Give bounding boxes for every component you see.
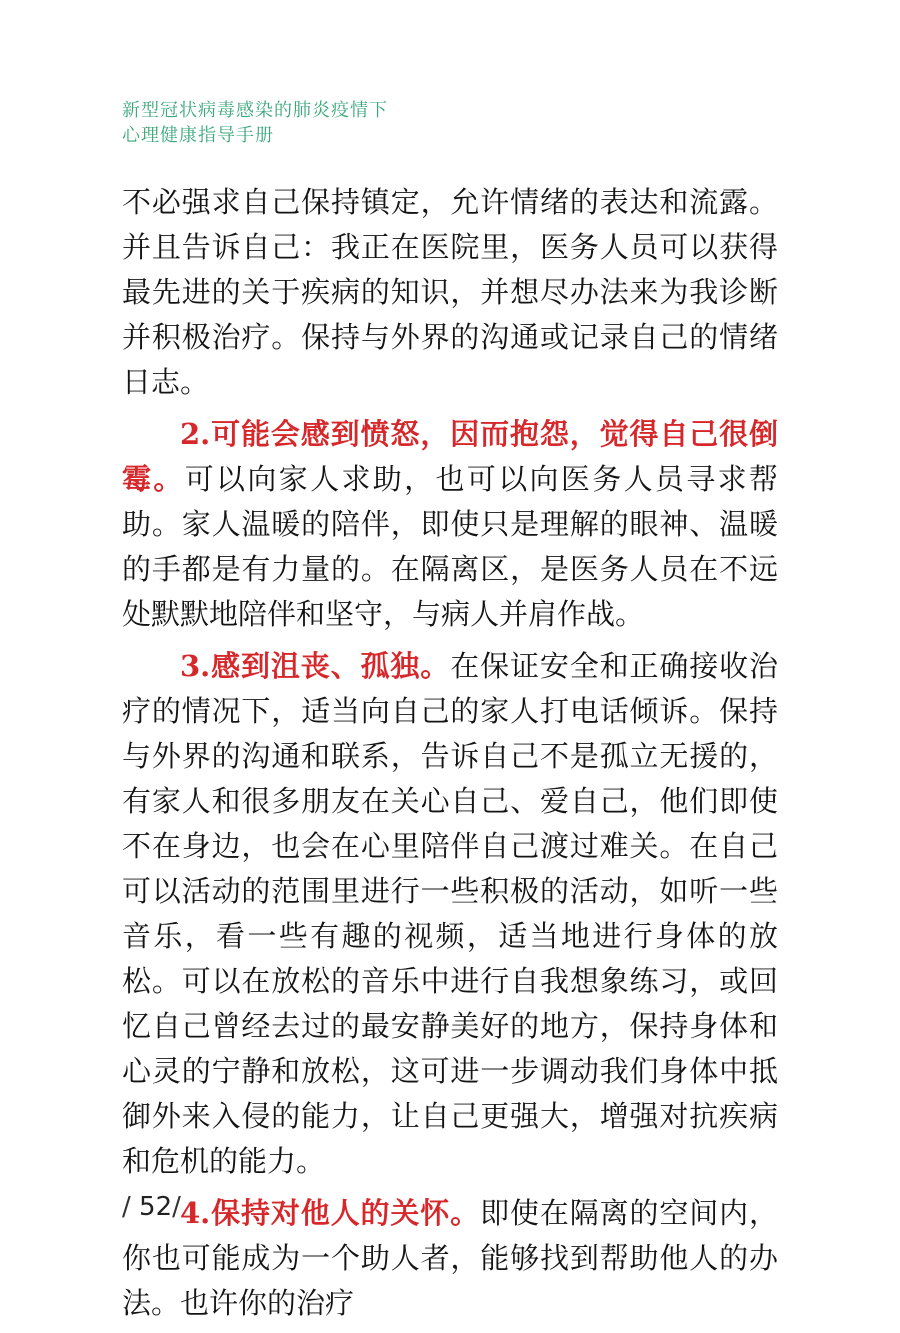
paragraph-3 [122, 644, 778, 1184]
header-title-line1: 新型冠状病毒感染的肺炎疫情下 [122, 100, 388, 121]
paragraph-2-text: 可以向家人求助，也可以向医务人员寻求帮助。家人温暖的陪伴，即使只是理解的眼神、温暖的手都是有力量的。在隔离区，是医务人员在不远处默默地陪伴和坚守，与病人并肩作战。 [122, 462, 778, 631]
header-title-line2: 心理健康指导手册 [122, 125, 274, 146]
paragraph-2-heading: 2.可能会感到愤怒，因而抱怨，觉得自己很倒霉。 [122, 417, 778, 496]
page-number-right-slash: ∕ [172, 1192, 181, 1222]
page-number-left-slash: ∕ [122, 1192, 140, 1222]
paragraph-1 [122, 180, 778, 405]
main-text [122, 180, 778, 1333]
paragraph-3-heading: 3.感到沮丧、孤独。 [180, 649, 451, 683]
paragraph-1-text: 不必强求自己保持镇定，允许情绪的表达和流露。并且告诉自己：我正在医院里，医务人员可以获得最先进的关于疾病的知识，并想尽办法来为我诊断并积极治疗。保持与外界的沟通或记录自己的情绪日志。 [122, 185, 778, 399]
paragraph-4-text: 即使在隔离的空间内，你也可能成为一个助人者，能够找到帮助他人的办法。也许你的治疗 [122, 1196, 778, 1320]
running-header [122, 98, 388, 148]
paragraph-4-heading: 4.保持对他人的关怀。 [180, 1196, 481, 1230]
page-number-value: 52 [139, 1192, 173, 1222]
page-number [122, 1192, 181, 1222]
paragraph-3-text: 在保证安全和正确接收治疗的情况下，适当向自己的家人打电话倾诉。保持与外界的沟通和联系，告诉自己不是孤立无援的，有家人和很多朋友在关心自己、爱自己，他们即使不在身边，也会在心里陪伴自己渡过难关。在自己可以活动的范围里进行一些积极的活动，如听一些音乐，看一些有趣的视频，适当地进行身体的放松。可以在放松的音乐中进行自我想象练习，或回忆自己曾经去过的最安静美好的地方，保持身体和心灵的宁静和放松，这可进一步调动我们身体中抵御外来入侵的能力，让自己更强大，增强对抗疾病和危机的能力。 [122, 649, 778, 1178]
paragraph-2 [122, 412, 778, 637]
paragraph-4 [122, 1191, 778, 1326]
